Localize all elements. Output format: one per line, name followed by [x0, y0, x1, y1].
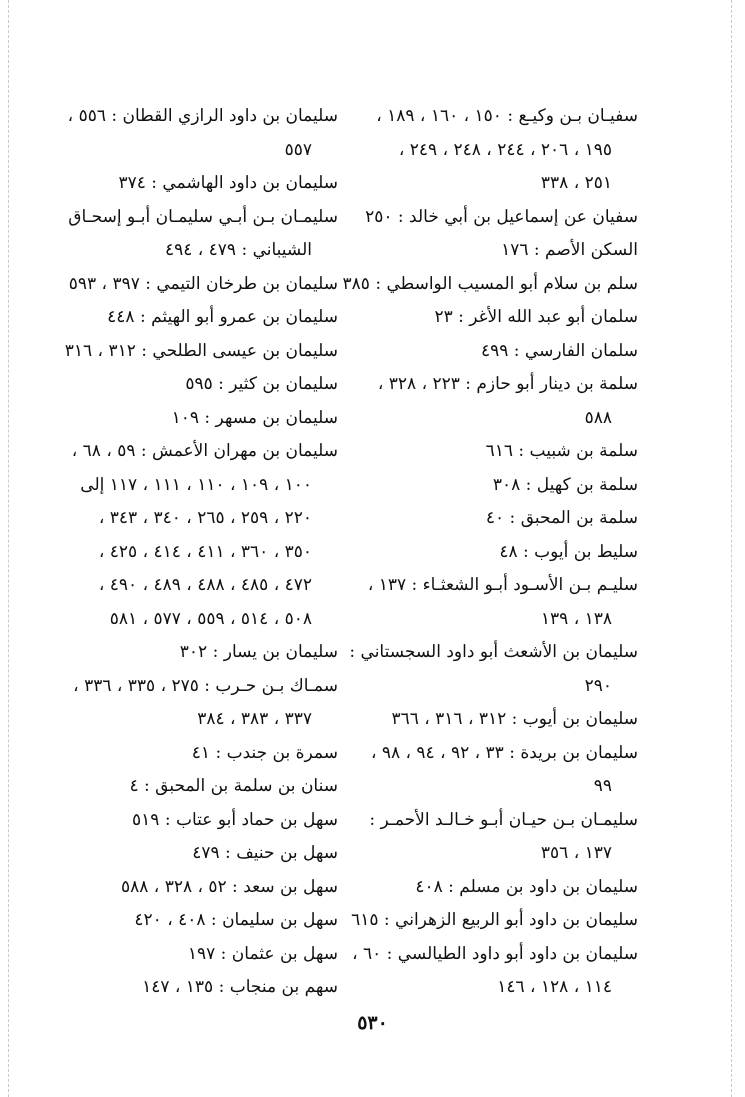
entry-line: سهم بن منجاب : ١٣٥ ، ١٤٧: [142, 977, 338, 997]
entry-line: سهل بن حماد أبو عتاب : ٥١٩: [132, 809, 338, 830]
entry-line: سليمـان بـن حيـان أبـو خـالـد الأحمـر :: [369, 809, 638, 830]
entry-line: سهل بن سليمان : ٤٠٨ ، ٤٢٠: [134, 910, 338, 930]
entry-continuation-line: ٩٩: [593, 776, 612, 796]
entry-line: سليمان بن داود أبو الربيع الزهراني : ٦١٥: [351, 910, 638, 930]
index-entry: [62, 301, 338, 335]
index-entry: [378, 435, 638, 469]
index-entry: [62, 938, 338, 972]
index-entry: [62, 871, 338, 905]
entry-line: سليمان بن داود الرازي القطان : ٥٥٦ ،: [67, 106, 338, 126]
entry-line: سليمـان بـن أبـي سليمـان أبـو إسحـاق: [68, 206, 338, 227]
index-entry: [62, 904, 338, 938]
right-index-column: [342, 100, 638, 1005]
index-entry: [378, 368, 638, 435]
index-entry: [378, 100, 638, 201]
entry-line: سهل بن عثمان : ١٩٧: [187, 943, 338, 964]
index-entry: [351, 904, 638, 938]
entry-line: سلمة بن المحبق : ٤٠: [485, 508, 638, 528]
entry-continuation-line: ٥٨٨: [584, 407, 612, 428]
scan-edge-left: [8, 0, 9, 1097]
entry-continuation-line: ٥٥٧: [284, 139, 312, 160]
index-entry: [378, 301, 638, 335]
entry-line: سهل بن حنيف : ٤٧٩: [192, 843, 338, 863]
index-entry: [62, 770, 338, 804]
index-entry: [62, 837, 338, 871]
index-entry: [369, 804, 638, 871]
entry-line: سلم بن سلام أبو المسيب الواسطي : ٣٨٥: [342, 273, 638, 294]
index-entry: [378, 703, 638, 737]
index-entry: [62, 670, 338, 737]
entry-line: سليمان بن عمرو أبو الهيثم : ٤٤٨: [107, 307, 338, 327]
entry-line: سليمان بن داود بن مسلم : ٤٠٨: [415, 876, 638, 897]
page-number: ٥٣٠: [357, 1012, 388, 1034]
entry-line: سهل بن سعد : ٥٢ ، ٣٢٨ ، ٥٨٨: [120, 876, 338, 897]
index-entry: [378, 502, 638, 536]
index-entry: [62, 804, 338, 838]
entry-line: سليمان بن عيسى الطلحي : ٣١٢ ، ٣١٦: [64, 340, 338, 361]
index-entry: [365, 201, 638, 235]
left-index-column: [62, 100, 338, 1005]
entry-line: سمـاك بـن حـرب : ٢٧٥ ، ٣٣٥ ، ٣٣٦ ،: [73, 675, 338, 696]
entry-line: سليمان بن طرخان التيمي : ٣٩٧ ، ٥٩٣: [68, 273, 338, 294]
entry-line: سلمان الفارسي : ٤٩٩: [480, 340, 638, 361]
index-entry: [62, 737, 338, 771]
index-entry: [62, 971, 338, 1005]
entry-continuation-line: ١٣٨ ، ١٣٩: [540, 608, 612, 629]
entry-line: سليـم بـن الأسـود أبـو الشعثـاء : ١٣٧ ،: [367, 575, 638, 595]
entry-line: السكن الأصم : ١٧٦: [501, 240, 638, 260]
entry-line: سليمان بن بريدة : ٣٣ ، ٩٢ ، ٩٤ ، ٩٨ ،: [370, 742, 638, 763]
entry-line: سلمة بن كهيل : ٣٠٨: [492, 474, 638, 495]
entry-line: سليمان بن أيوب : ٣١٢ ، ٣١٦ ، ٣٦٦: [391, 709, 638, 729]
entry-continuation-line: ١١٤ ، ١٢٨ ، ١٤٦: [497, 977, 612, 997]
index-entry: [62, 100, 338, 167]
entry-line: سليط بن أيوب : ٤٨: [499, 541, 638, 562]
entry-continuation-line: ٢٢٠ ، ٢٥٩ ، ٢٦٥ ، ٣٤٠ ، ٣٤٣ ،: [98, 508, 312, 528]
index-entry: [378, 469, 638, 503]
entry-line: سلمة بن شبيب : ٦١٦: [485, 441, 638, 461]
entry-continuation-line: ٥٠٨ ، ٥١٤ ، ٥٥٩ ، ٥٧٧ ، ٥٨١: [109, 608, 312, 629]
index-entry: [62, 402, 338, 436]
entry-continuation-line: ١٠٠ ، ١٠٩ ، ١١٠ ، ١١١ ، ١١٧ إلى: [80, 474, 312, 495]
index-entry: [367, 569, 638, 636]
index-entry: [370, 737, 638, 804]
entry-line: سفيان عن إسماعيل بن أبي خالد : ٢٥٠: [365, 206, 638, 227]
index-entry: [62, 368, 338, 402]
index-entry: [62, 636, 338, 670]
index-entry: [378, 871, 638, 905]
entry-line: سليمان بن مسهر : ١٠٩: [171, 407, 338, 428]
entry-line: سليمان بن داود أبو داود الطيالسي : ٦٠ ،: [352, 943, 638, 964]
entry-continuation-line: ٣٥٠ ، ٣٦٠ ، ٤١١ ، ٤١٤ ، ٤٢٥ ،: [98, 541, 312, 562]
entry-continuation-line: ٢٩٠: [584, 675, 612, 696]
entry-line: سليمان بن يسار : ٣٠٢: [179, 642, 338, 662]
index-entry: [378, 335, 638, 369]
entry-line: سلمة بن دينار أبو حازم : ٢٢٣ ، ٣٢٨ ،: [377, 374, 638, 394]
entry-line: سليمان بن داود الهاشمي : ٣٧٤: [118, 173, 338, 193]
index-entry: [342, 268, 638, 302]
entry-line: سليمان بن كثير : ٥٩٥: [185, 374, 338, 394]
entry-line: سفيـان بـن وكيـع : ١٥٠ ، ١٦٠ ، ١٨٩ ،: [376, 106, 638, 126]
index-entry: [378, 536, 638, 570]
entry-line: سمرة بن جندب : ٤١: [191, 742, 338, 763]
entry-continuation-line: ١٣٧ ، ٣٥٦: [540, 843, 612, 863]
index-entry: [62, 435, 338, 636]
entry-line: سليمان بن مهران الأعمش : ٥٩ ، ٦٨ ،: [71, 441, 338, 461]
entry-continuation-line: الشيباني : ٤٧٩ ، ٤٩٤: [164, 240, 312, 260]
index-entry: [349, 636, 638, 703]
scan-edge-right: [731, 0, 732, 1097]
entry-line: سلمان أبو عبد الله الأغر : ٢٣: [434, 307, 638, 327]
index-entry: [352, 938, 638, 1005]
entry-continuation-line: ٣٣٧ ، ٣٨٣ ، ٣٨٤: [197, 709, 312, 729]
entry-line: سنان بن سلمة بن المحبق : ٤: [129, 776, 338, 796]
index-entry: [62, 335, 338, 369]
index-entry: [62, 201, 338, 268]
entry-continuation-line: ٢٥١ ، ٣٣٨: [540, 173, 612, 193]
entry-continuation-line: ١٩٥ ، ٢٠٦ ، ٢٤٤ ، ٢٤٨ ، ٢٤٩ ،: [398, 139, 612, 160]
index-entry: [62, 167, 338, 201]
index-entry: [62, 268, 338, 302]
entry-continuation-line: ٤٧٢ ، ٤٨٥ ، ٤٨٨ ، ٤٨٩ ، ٤٩٠ ،: [98, 575, 312, 595]
entry-line: سليمان بن الأشعث أبو داود السجستاني :: [349, 642, 638, 662]
index-entry: [378, 234, 638, 268]
